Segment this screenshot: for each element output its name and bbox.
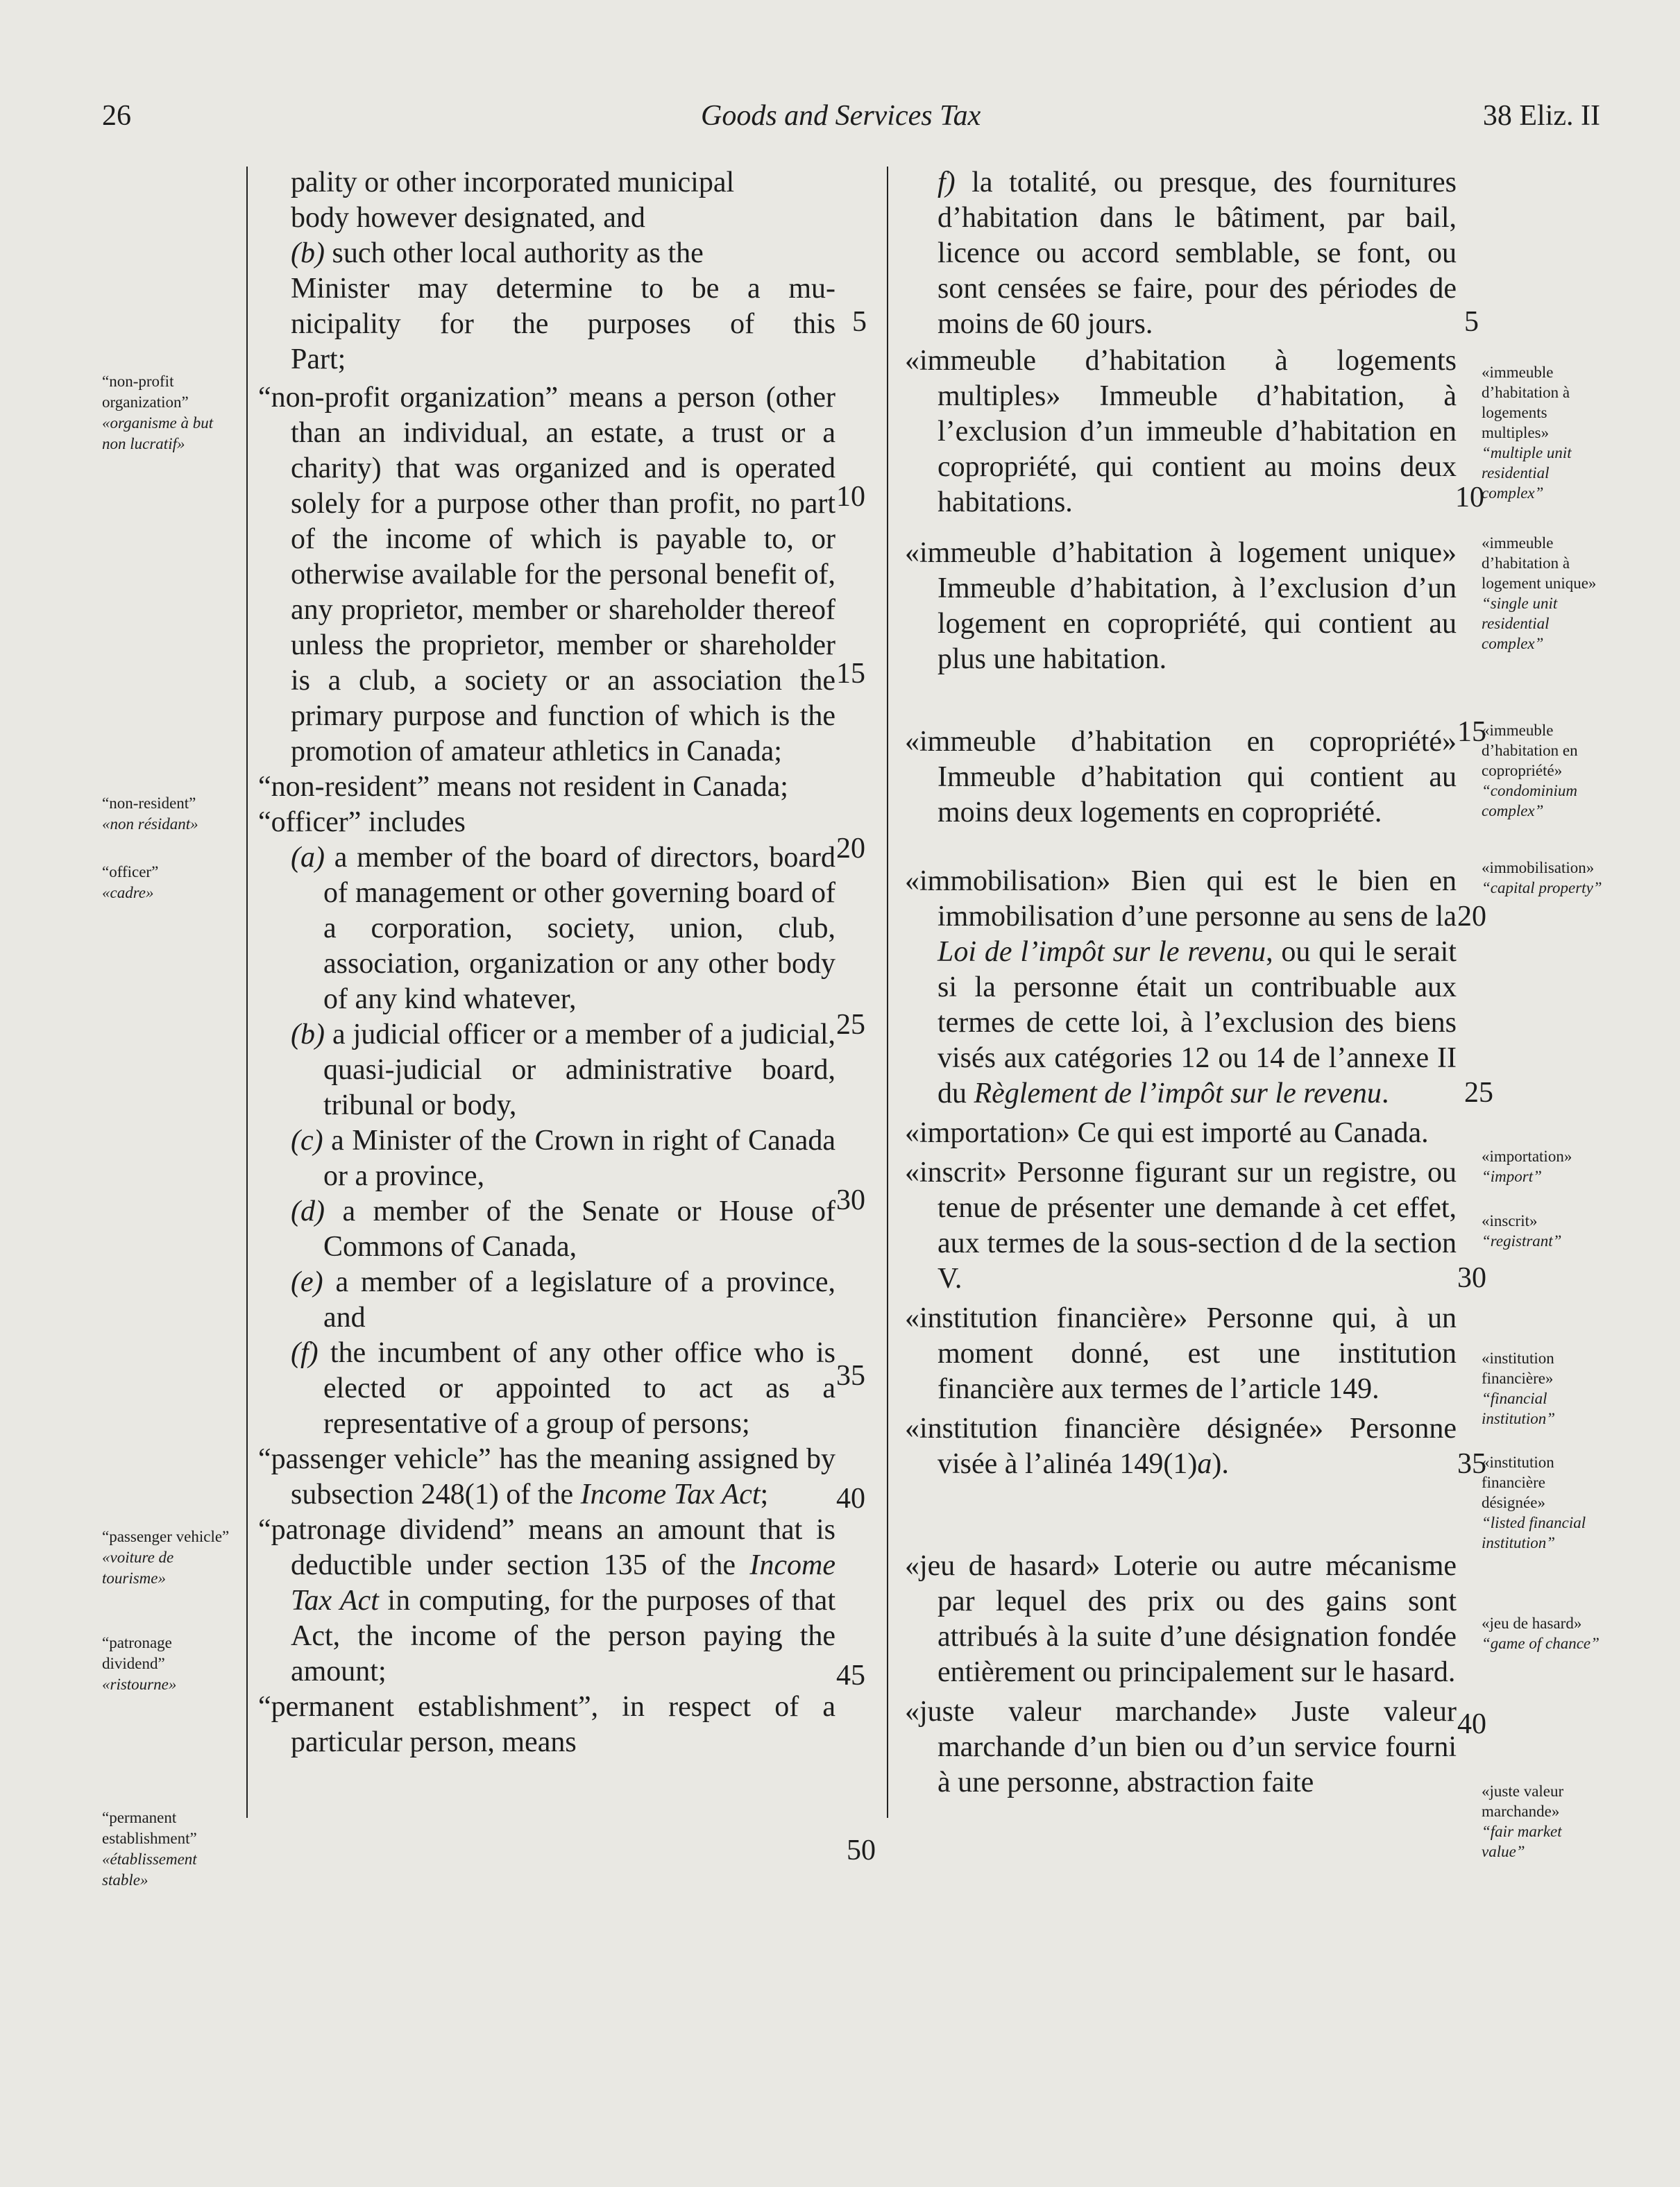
fr-line-number-40: 40 (1457, 1708, 1486, 1740)
text: ; (760, 1479, 769, 1511)
fr-line-number-25: 25 (1464, 1077, 1493, 1109)
line-number-25: 25 (836, 1009, 865, 1041)
margin-note-permanent-establishment (102, 1807, 234, 1891)
margin-note-en: “registrant” (1482, 1232, 1562, 1250)
margin-note-officer (102, 862, 234, 903)
definition-registrant: «inscrit» Personne figurant sur un registre, ou tenue de présenter une demande à cet effet, aux termes de la sous-section d de la section V. (905, 1157, 1457, 1295)
definition-condominium: «immeuble d’habitation en copropriété» Immeuble d’habitation qui contient au moins deux logements en copropriété. (905, 726, 1457, 828)
text-line: nicipality for the purposes of this (291, 308, 835, 340)
officer-d (258, 1194, 835, 1265)
margin-note-en: “fair market value” (1482, 1823, 1562, 1860)
regulation-title: Règlement de l’impôt sur le revenu (974, 1078, 1382, 1109)
fr-line-number-15: 15 (1457, 716, 1486, 748)
margin-note-single-unit (1482, 533, 1603, 654)
margin-note-en: “officer” (102, 863, 159, 880)
para-label: (e) (291, 1266, 323, 1298)
text-line: body however designated, and (291, 202, 645, 234)
line-number-30: 30 (836, 1184, 865, 1216)
margin-note-fr: «organisme à but non lucratif» (102, 414, 214, 452)
line-number-5: 5 (852, 306, 867, 338)
act-title: Income Tax Act (291, 1549, 835, 1617)
english-column (258, 165, 835, 1760)
text: a (1197, 1448, 1212, 1480)
text: “patronage dividend” means an amount that is deductible under section 135 of the (258, 1514, 835, 1581)
officer-e (258, 1265, 835, 1336)
margin-note-fr: «immobilisation» (1482, 859, 1595, 876)
definition-non-resident: “non-resident” means not resident in Canada; (258, 771, 788, 803)
definition-listed-financial-institution (905, 1411, 1457, 1482)
french-column (905, 165, 1457, 1801)
definition-officer: “officer” includes (258, 806, 466, 838)
margin-note-fr: «immeuble d’habitation en copropriété» (1482, 722, 1578, 779)
margin-note-passenger-vehicle (102, 1526, 234, 1589)
text-line: Part; (291, 343, 346, 375)
text: «immobilisation» Bien qui est le bien en immobilisation d’une personne au sens de la (905, 865, 1457, 933)
text: the incumbent of any other office who is elected or appointed to act as a representative of a group of persons; (318, 1337, 835, 1440)
text: «institution financière désignée» Personne visée à l’alinéa 149(1) (905, 1413, 1457, 1480)
margin-note-game-of-chance (1482, 1613, 1603, 1653)
margin-note-fr: «voiture de tourisme» (102, 1549, 174, 1587)
margin-note-en: “patronage dividend” (102, 1634, 172, 1672)
para-label: (b) (291, 1019, 325, 1050)
margin-note-listed-financial-institution (1482, 1452, 1603, 1553)
fr-line-number-35: 35 (1457, 1448, 1486, 1480)
definition-single-unit: «immeuble d’habitation à logement unique» Immeuble d’habitation, à l’exclusion d’un logement en copropriété, qui contient au plus une habitation. (905, 537, 1457, 675)
line-number-35: 35 (836, 1360, 865, 1392)
line-number-10: 10 (836, 481, 865, 513)
margin-note-financial-institution (1482, 1348, 1603, 1429)
act-title: Income Tax Act (580, 1479, 761, 1511)
left-column-rule (246, 167, 248, 1818)
officer-b (258, 1017, 835, 1123)
text-line: pality or other incorporated municipal (291, 167, 735, 198)
para-f (905, 165, 1457, 342)
margin-note-multi-unit (1482, 362, 1603, 503)
margin-note-fr: «jeu de hasard» (1482, 1615, 1582, 1632)
definition-permanent-establishment: “permanent establishment”, in respect of a particular person, means (258, 1691, 835, 1758)
definition-multi-unit: «immeuble d’habitation à logements multiples» Immeuble d’habitation, à l’exclusion d’un immeuble d’habitation en copropriété, qui contient au moins deux habitations. (905, 345, 1457, 518)
margin-note-en: “permanent establishment” (102, 1809, 197, 1847)
margin-note-fr: «non résidant» (102, 815, 198, 833)
margin-note-en: “single unit residential complex” (1482, 595, 1558, 652)
regnal-year: 38 Eliz. II (1482, 100, 1600, 132)
text: . (1381, 1078, 1389, 1109)
line-number-40: 40 (836, 1483, 865, 1515)
line-number-20: 20 (836, 833, 865, 865)
text: a member of the Senate or House of Commons of Canada, (323, 1195, 835, 1263)
text-line: Minister may determine to be a mu- (291, 273, 835, 305)
margin-note-condominium (1482, 720, 1606, 821)
margin-note-fr: «ristourne» (102, 1676, 177, 1693)
margin-note-fr: «juste valeur marchande» (1482, 1782, 1564, 1820)
definition-fair-market-value: «juste valeur marchande» Juste valeur marchande d’un bien ou d’un service fourni à une personne, abstraction faite (905, 1696, 1457, 1798)
para-label: (f) (291, 1337, 319, 1369)
margin-note-import (1482, 1146, 1603, 1186)
fr-line-number-20: 20 (1457, 901, 1486, 933)
text: ). (1212, 1448, 1229, 1480)
margin-note-patronage-dividend (102, 1633, 234, 1695)
margin-note-en: “game of chance” (1482, 1635, 1600, 1652)
line-number-50: 50 (847, 1835, 876, 1866)
para-label: (d) (291, 1195, 325, 1227)
definition-game-of-chance: «jeu de hasard» Loterie ou autre mécanisme par lequel des prix ou des gains sont attribués à la suite d’une désignation fondée entièrement ou principalement sur le hasard. (905, 1550, 1457, 1688)
margin-note-capital-property (1482, 858, 1603, 898)
margin-note-en: “non-profit organization” (102, 373, 189, 411)
text: , ou qui le serait si la personne était un contribuable aux termes de cette loi, à l’exclusion des biens visés aux catégories 12 ou 14 de l’annexe II du (937, 936, 1457, 1109)
margin-note-en: “capital property” (1482, 879, 1602, 896)
text: a judicial officer or a member of a judicial, quasi-judicial or administrative board, tribunal or body, (323, 1019, 835, 1121)
text: la totalité, ou presque, des fournitures d’habitation dans le bâtiment, par bail, licence ou accord semblable, se font, ou sont censées se faire, pour des périodes de moins de 60 jours. (937, 167, 1457, 340)
margin-note-fr: «importation» (1482, 1148, 1572, 1165)
para-label: f) (937, 167, 956, 198)
margin-note-fr: «institution financière désignée» (1482, 1454, 1554, 1511)
margin-note-en: “financial institution” (1482, 1390, 1556, 1427)
text: a Minister of the Crown in right of Canada or a province, (323, 1125, 835, 1192)
text: in computing, for the purposes of that Act, the income of the person paying the amount; (291, 1585, 835, 1687)
officer-f (258, 1336, 835, 1442)
fr-line-number-30: 30 (1457, 1262, 1486, 1294)
margin-note-en: “non-resident” (102, 794, 196, 812)
margin-note-fr: «institution financière» (1482, 1350, 1554, 1387)
margin-note-en: “condominium complex” (1482, 782, 1577, 819)
margin-note-fr: «cadre» (102, 884, 154, 901)
margin-note-en: “listed financial institution” (1482, 1514, 1586, 1551)
line-number-15: 15 (836, 658, 865, 690)
text: a member of the board of directors, board of management or other governing board of a corporation, society, union, club, association, organization or any other body of any kind whatever, (323, 842, 835, 1015)
page-number: 26 (102, 100, 131, 132)
margin-note-fair-market-value (1482, 1781, 1603, 1862)
margin-note-fr: «inscrit» (1482, 1212, 1538, 1229)
margin-note-fr: «immeuble d’habitation à logements multiples» (1482, 364, 1570, 441)
officer-a (258, 840, 835, 1017)
definition-capital-property (905, 864, 1457, 1112)
text: “passenger vehicle” has the meaning assigned by subsection 248(1) of the (258, 1443, 835, 1511)
officer-c (258, 1123, 835, 1194)
margin-note-registrant (1482, 1211, 1603, 1251)
margin-note-en: “multiple unit residential complex” (1482, 444, 1572, 502)
definition-passenger-vehicle (258, 1442, 835, 1513)
fr-line-number-10: 10 (1455, 482, 1484, 513)
margin-note-non-resident (102, 793, 234, 835)
line-number-45: 45 (836, 1660, 865, 1692)
fr-line-number-5: 5 (1464, 306, 1479, 338)
para-label: (b) (291, 237, 325, 269)
definition-patronage-dividend (258, 1513, 835, 1690)
definition-municipality-continued (258, 165, 835, 377)
definition-import: «importation» Ce qui est importé au Canada. (905, 1117, 1429, 1149)
margin-note-fr: «immeuble d’habitation à logement unique» (1482, 534, 1597, 592)
definition-financial-institution: «institution financière» Personne qui, à un moment donné, est une institution financière aux termes de l’article 149. (905, 1302, 1457, 1405)
text: such other local authority as the (324, 237, 704, 269)
act-title: Loi de l’impôt sur le revenu (937, 936, 1266, 968)
margin-note-en: “import” (1482, 1168, 1542, 1185)
text: a member of a legislature of a province, and (323, 1266, 835, 1334)
para-label: (c) (291, 1125, 323, 1157)
para-b (291, 236, 835, 271)
margin-note-fr: «établissement stable» (102, 1850, 197, 1889)
center-column-rule (887, 167, 888, 1818)
running-title: Goods and Services Tax (701, 100, 981, 132)
para-label: (a) (291, 842, 325, 874)
margin-note-en: “passenger vehicle” (102, 1528, 230, 1545)
definition-non-profit-organization: “non-profit organization” means a person (other than an individual, an estate, a trust or a charity) that was organized and is operated solely for a purpose other than profit, no part of the income of which is payable to, or otherwise available for the personal benefit of, any proprietor, member or shareholder thereof unless the proprietor, member or shareholder is a club, a society or an association the primary purpose and function of which is the promotion of amateur athletics in Canada; (258, 382, 835, 767)
margin-note-non-profit (102, 371, 234, 454)
